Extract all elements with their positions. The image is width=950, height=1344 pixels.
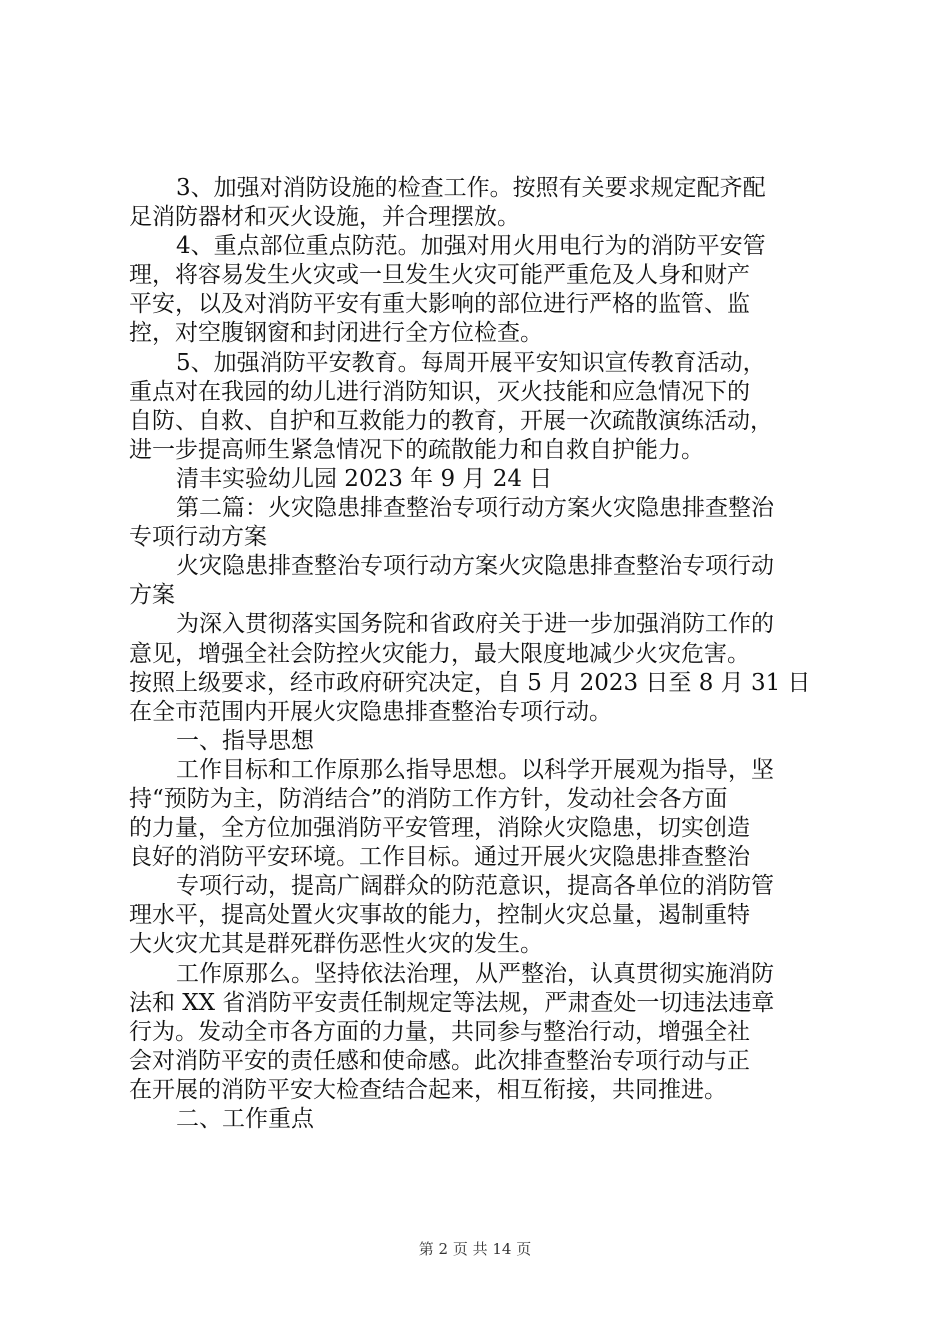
text-line: 理，将容易发生火灾或一旦发生火灾可能严重危及人身和财产 bbox=[129, 262, 750, 289]
text-line: 清丰实验幼儿园 2023 年 9 月 24 日 bbox=[176, 465, 553, 492]
page-number-label: 第 2 页 共 14 页 bbox=[418, 1240, 532, 1258]
text-line: 二、工作重点 bbox=[176, 1106, 314, 1132]
text-line: 工作目标和工作原那么指导思想。以科学开展观为指导，坚 bbox=[176, 756, 774, 783]
text-line: 持“预防为主，防消结合”的消防工作方针，发动社会各方面 bbox=[129, 785, 728, 812]
text-line: 重点对在我园的幼儿进行消防知识，灭火技能和应急情况下的 bbox=[129, 378, 750, 405]
text-line: 火灾隐患排查整治专项行动方案火灾隐患排查整治专项行动 bbox=[176, 553, 774, 580]
text-line: 会对消防平安的责任感和使命感。此次排查整治专项行动与正 bbox=[129, 1047, 750, 1074]
text-line: 3、加强对消防设施的检查工作。按照有关要求规定配齐配 bbox=[176, 175, 766, 201]
text-line: 4、重点部位重点防范。加强对用火用电行为的消防平安管 bbox=[176, 233, 766, 260]
text-line: 方案 bbox=[129, 582, 175, 609]
text-line: 进一步提高师生紧急情况下的疏散能力和自救自护能力。 bbox=[129, 436, 704, 463]
text-line: 5、加强消防平安教育。每周开展平安知识宣传教育活动， bbox=[176, 349, 766, 376]
text-line: 良好的消防平安环境。工作目标。通过开展火灾隐患排查整治 bbox=[129, 844, 750, 871]
text-line: 工作原那么。坚持依法治理，从严整治，认真贯彻实施消防 bbox=[176, 960, 774, 987]
text-line: 在全市范围内开展火灾隐患排查整治专项行动。 bbox=[129, 698, 612, 725]
text-line: 第二篇：火灾隐患排查整治专项行动方案火灾隐患排查整治 bbox=[176, 495, 774, 522]
text-line: 在开展的消防平安大检查结合起来，相互衔接，共同推进。 bbox=[129, 1076, 727, 1103]
text-line: 意见，增强全社会防控火灾能力，最大限度地减少火灾危害。 bbox=[129, 640, 750, 667]
text-line: 专项行动方案 bbox=[129, 524, 267, 551]
text-line: 按照上级要求，经市政府研究决定，自 5 月 2023 日至 8 月 31 日 bbox=[129, 669, 811, 696]
text-line: 的力量，全方位加强消防平安管理，消除火灾隐患，切实创造 bbox=[129, 815, 750, 842]
text-line: 足消防器材和灭火设施，并合理摆放。 bbox=[129, 204, 520, 231]
text-line: 平安，以及对消防平安有重大影响的部位进行严格的监管、监 bbox=[129, 291, 750, 318]
text-line: 行为。发动全市各方面的力量，共同参与整治行动，增强全社 bbox=[129, 1018, 750, 1045]
text-line: 为深入贯彻落实国务院和省政府关于进一步加强消防工作的 bbox=[176, 611, 774, 638]
text-line: 控，对空腹钢窗和封闭进行全方位检查。 bbox=[129, 320, 543, 347]
text-line: 理水平，提高处置火灾事故的能力，控制火灾总量，遏制重特 bbox=[129, 902, 750, 929]
document-body bbox=[129, 174, 831, 1134]
text-line: 一、指导思想 bbox=[176, 727, 314, 754]
text-line: 法和 XX 省消防平安责任制规定等法规，严肃查处一切违法违章 bbox=[129, 989, 775, 1016]
text-line: 自防、自救、自护和互救能力的教育，开展一次疏散演练活动， bbox=[129, 407, 773, 434]
text-line: 专项行动，提高广阔群众的防范意识，提高各单位的消防管 bbox=[176, 873, 774, 900]
page-footer bbox=[0, 1238, 950, 1259]
text-line: 大火灾尤其是群死群伤恶性火灾的发生。 bbox=[129, 931, 543, 958]
